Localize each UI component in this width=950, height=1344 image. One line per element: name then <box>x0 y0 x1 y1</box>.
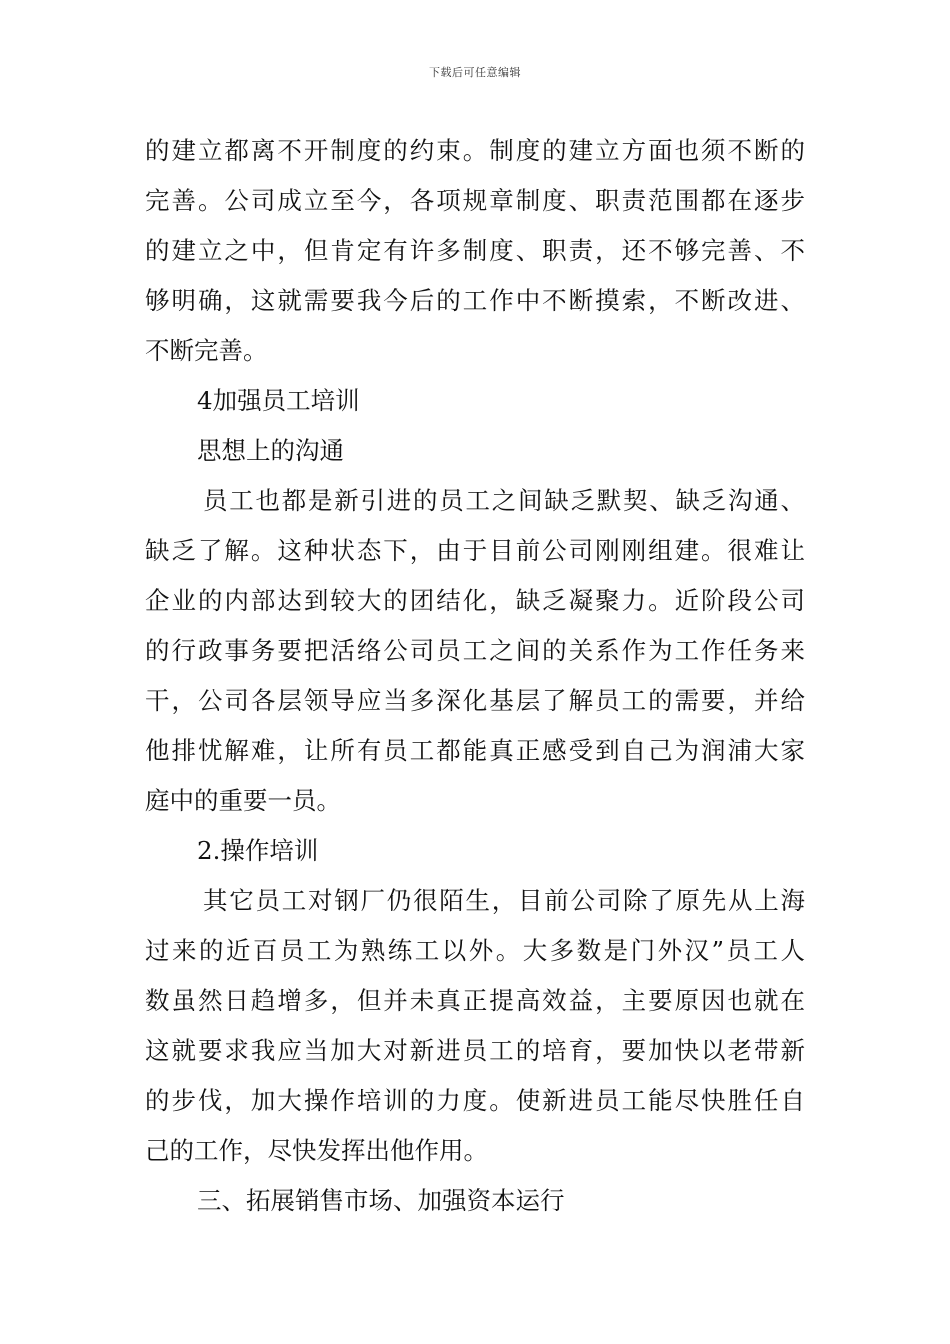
text-line: 不断完善。 <box>145 336 268 365</box>
text-line: 够明确，这就需要我今后的工作中不断摸索，不断改进、 <box>145 286 805 315</box>
text-line: 己的工作，尽快发挥出他作用。 <box>145 1136 488 1165</box>
paragraph-first-line: 其它员工对钢厂仍很陌生，目前公司除了原先从上海 <box>203 886 805 915</box>
text-line: 庭中的重要一员。 <box>145 786 341 815</box>
text-line: 干，公司各层领导应当多深化基层了解员工的需要，并给 <box>145 686 805 715</box>
text-line: 的行政事务要把活络公司员工之间的关系作为工作任务来 <box>145 636 805 665</box>
text-line: 这就要求我应当加大对新进员工的培育，要加快以老带新 <box>145 1036 805 1065</box>
document-body <box>145 126 805 1226</box>
text-line: 完善。公司成立至今，各项规章制度、职责范围都在逐步 <box>145 186 805 215</box>
text-line: 的建立之中，但肯定有许多制度、职责，还不够完善、不 <box>145 236 805 265</box>
text-line: 过来的近百员工为熟练工以外。大多数是门外汉”员工人 <box>145 936 805 965</box>
text-line: 缺乏了解。这种状态下，由于目前公司刚刚组建。很难让 <box>145 536 805 565</box>
subsection-heading: 思想上的沟通 <box>197 436 344 465</box>
section-heading: 4加强员工培训 <box>197 386 360 415</box>
text-line: 数虽然日趋增多，但并未真正提高效益，主要原因也就在 <box>145 986 805 1015</box>
section-heading: 三、拓展销售市场、加强资本运行 <box>197 1186 565 1215</box>
text-line: 的步伐，加大操作培训的力度。使新进员工能尽快胜任自 <box>145 1086 805 1115</box>
text-line: 企业的内部达到较大的团结化，缺乏凝聚力。近阶段公司 <box>145 586 805 615</box>
text-line: 他排忧解难，让所有员工都能真正感受到自己为润浦大家 <box>145 736 805 765</box>
text-line: 的建立都离不开制度的约束。制度的建立方面也须不断的 <box>145 136 805 165</box>
paragraph-first-line: 员工也都是新引进的员工之间缺乏默契、缺乏沟通、 <box>203 486 805 515</box>
subsection-heading: 2.操作培训 <box>197 836 319 865</box>
page-header-note: 下载后可任意编辑 <box>429 66 521 79</box>
